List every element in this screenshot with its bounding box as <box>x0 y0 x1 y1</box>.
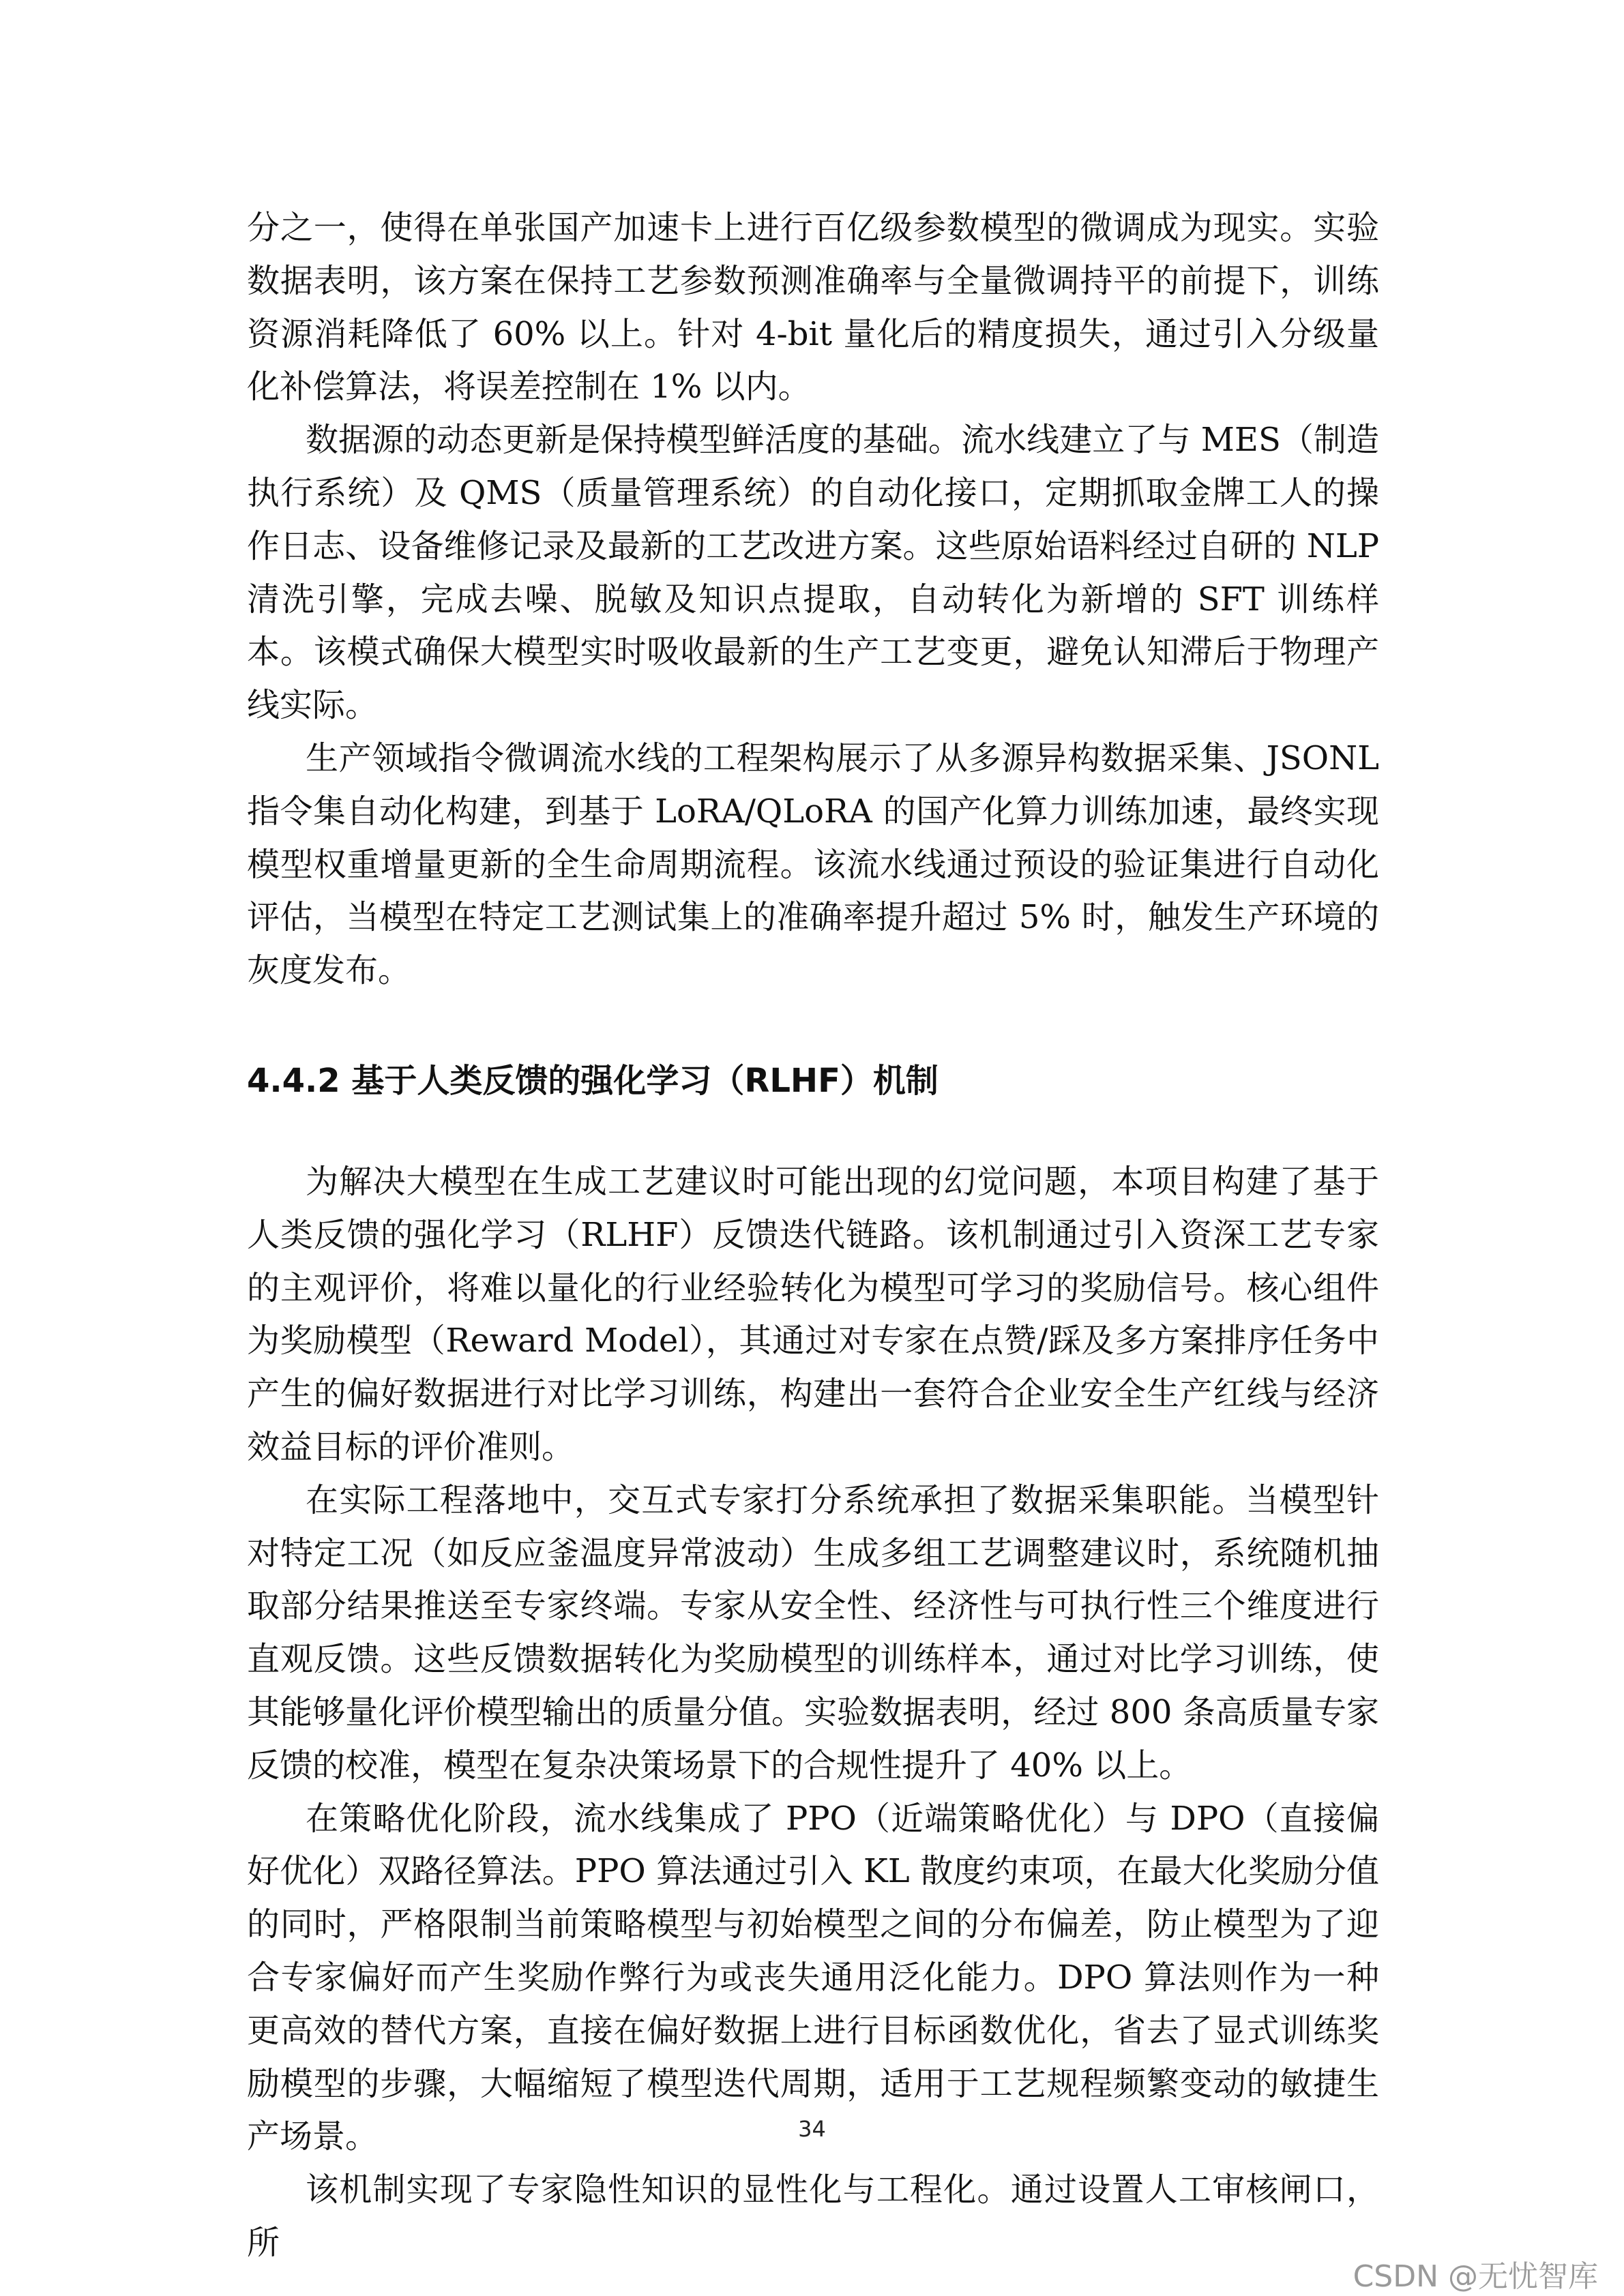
paragraph-policy-optimization: 在策略优化阶段，流水线集成了 PPO（近端策略优化）与 DPO（直接偏好优化）双路径算法。PPO 算法通过引入 KL 散度约束项，在最大化奖励分值的同时，严格限制当前策略模型与初始模型之间的分布偏差，防止模型为了迎合专家偏好而产生奖励作弊行为或丧失通用泛化能力。DPO 算法则作为一种更高效的替代方案，直接在偏好数据上进行目标函数优化，省去了显式训练奖励模型的步骤，大幅缩短了模型迭代周期，适用于工艺规程频繁变动的敏捷生产场景。 <box>247 1799 1379 2156</box>
page-number: 34 <box>798 2116 826 2142</box>
section-heading: 4.4.2 基于人类反馈的强化学习（RLHF）机制 <box>247 1061 939 1100</box>
page-content <box>247 202 1379 2270</box>
watermark: CSDN @无忧智库 <box>1353 2259 1598 2294</box>
paragraph-tacit-knowledge: 该机制实现了专家隐性知识的显性化与工程化。通过设置人工审核闸口，所 <box>247 2171 1379 2262</box>
paragraph-rlhf-intro: 为解决大模型在生成工艺建议时可能出现的幻觉问题，本项目构建了基于人类反馈的强化学习（RLHF）反馈迭代链路。该机制通过引入资深工艺专家的主观评价，将难以量化的行业经验转化为模型可学习的奖励信号。核心组件为奖励模型（Reward Model），其通过对专家在点赞/踩及多方案排序任务中产生的偏好数据进行对比学习训练，构建出一套符合企业安全生产红线与经济效益目标的评价准则。 <box>247 1162 1379 1466</box>
paragraph-data-source-update: 数据源的动态更新是保持模型鲜活度的基础。流水线建立了与 MES（制造执行系统）及 QMS（质量管理系统）的自动化接口，定期抓取金牌工人的操作日志、设备维修记录及最新的工艺改进方案。这些原始语料经过自研的 NLP 清洗引擎，完成去噪、脱敏及知识点提取，自动转化为新增的 SFT 训练样本。该模式确保大模型实时吸收最新的生产工艺变更，避免认知滞后于物理产线实际。 <box>247 421 1379 725</box>
paragraph-continuation: 分之一，使得在单张国产加速卡上进行百亿级参数模型的微调成为现实。实验数据表明，该方案在保持工艺参数预测准确率与全量微调持平的前提下，训练资源消耗降低了 60% 以上。针对 4-bit 量化后的精度损失，通过引入分级量化补偿算法，将误差控制在 1% 以内。 <box>247 209 1379 406</box>
paragraph-expert-scoring: 在实际工程落地中，交互式专家打分系统承担了数据采集职能。当模型针对特定工况（如反应釜温度异常波动）生成多组工艺调整建议时，系统随机抽取部分结果推送至专家终端。专家从安全性、经济性与可执行性三个维度进行直观反馈。这些反馈数据转化为奖励模型的训练样本，通过对比学习训练，使其能够量化评价模型输出的质量分值。实验数据表明，经过 800 条高质量专家反馈的校准，模型在复杂决策场景下的合规性提升了 40% 以上。 <box>247 1480 1379 1785</box>
paragraph-pipeline-architecture: 生产领域指令微调流水线的工程架构展示了从多源异构数据采集、JSONL 指令集自动化构建，到基于 LoRA/QLoRA 的国产化算力训练加速，最终实现模型权重增量更新的全生命周期流程。该流水线通过预设的验证集进行自动化评估，当模型在特定工艺测试集上的准确率提升超过 5% 时，触发生产环境的灰度发布。 <box>247 739 1379 990</box>
